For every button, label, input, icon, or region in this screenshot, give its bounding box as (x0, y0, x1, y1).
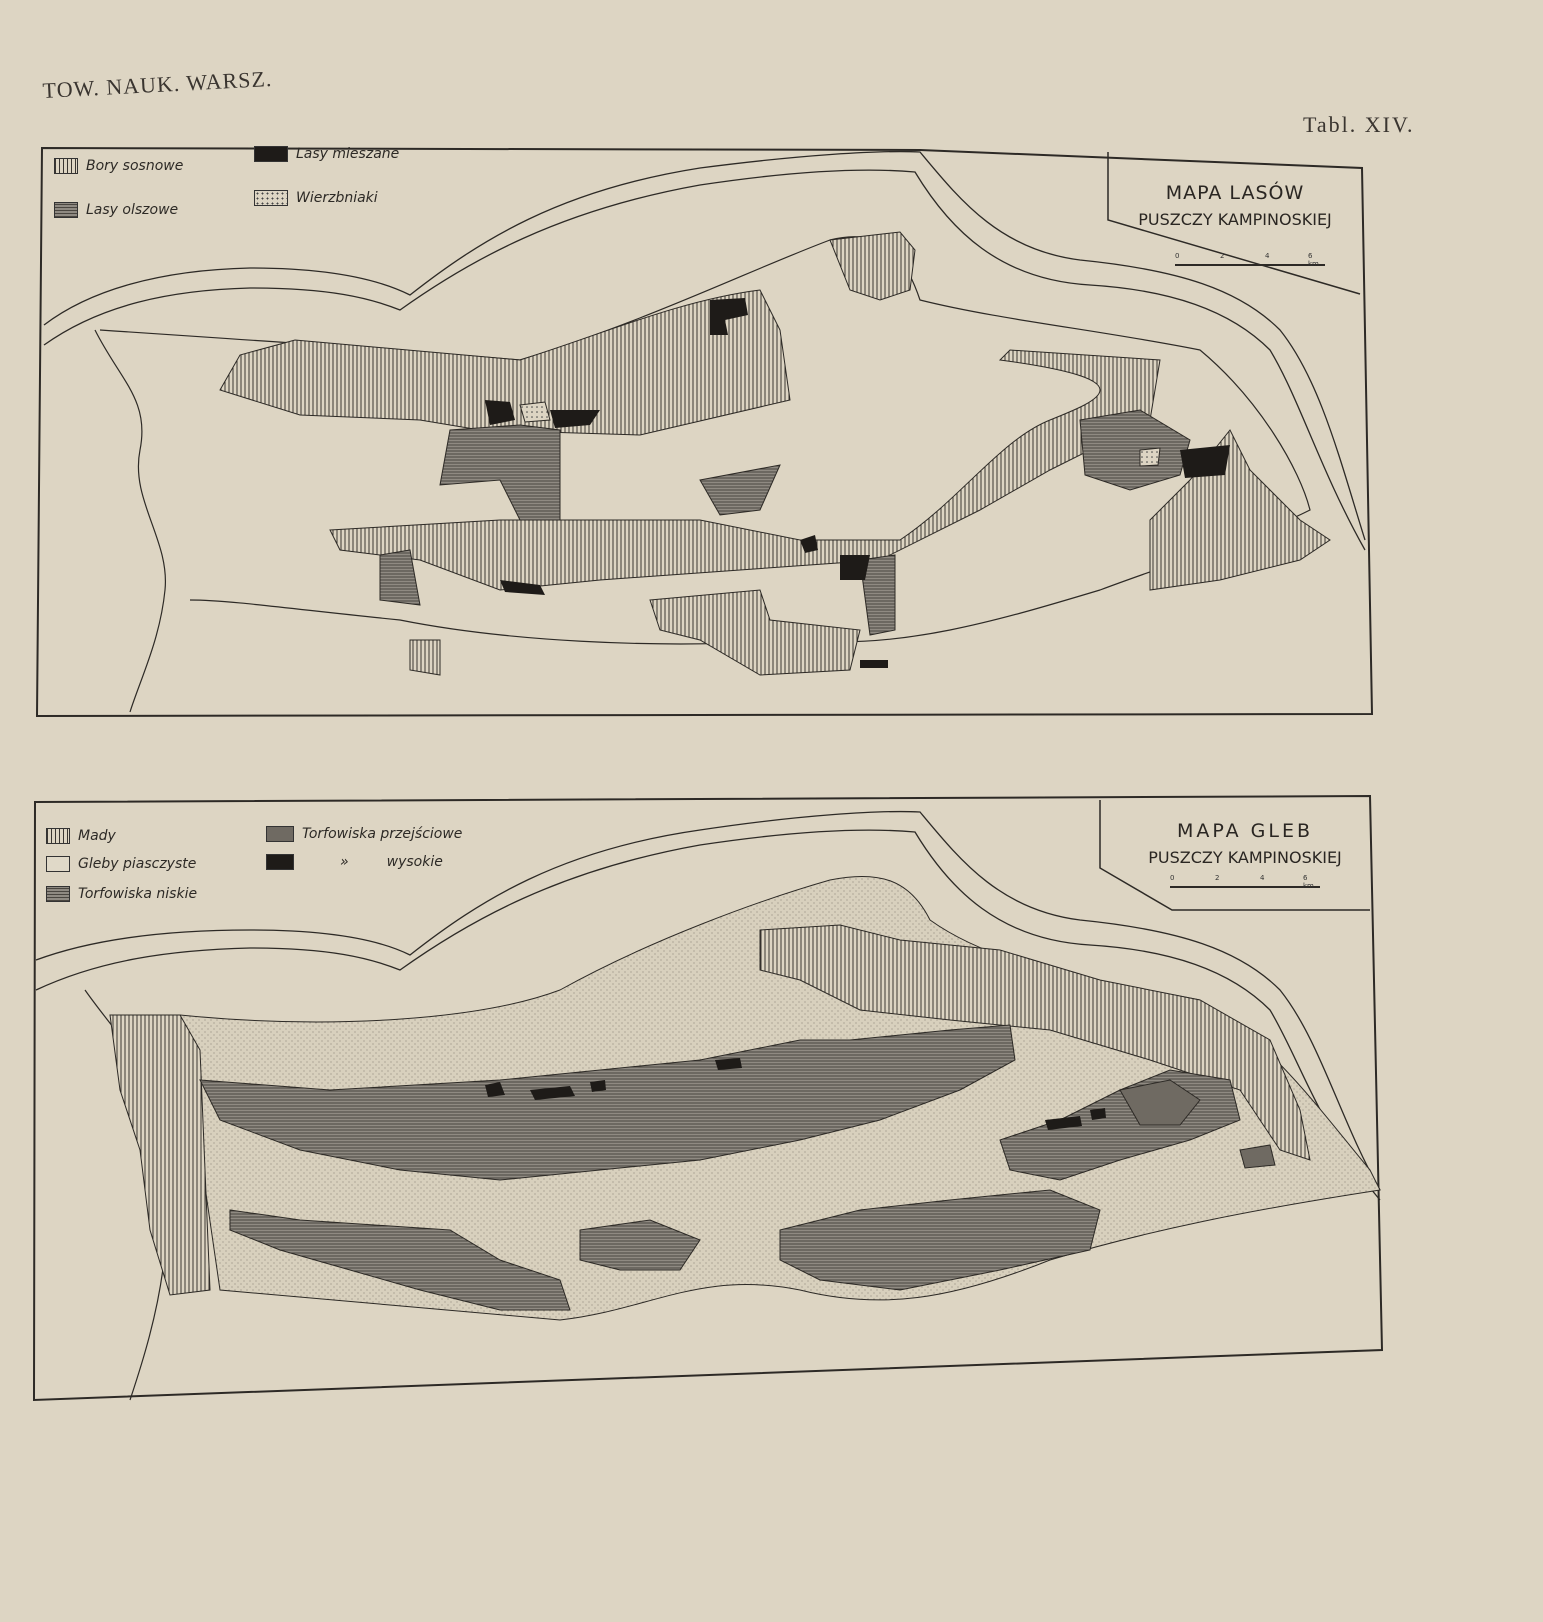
forest-map-subtitle: PUSZCZY KAMPINOSKIEJ (1138, 210, 1332, 229)
legend-item-alder (54, 202, 178, 218)
scale-tick: 6 km (1303, 874, 1314, 890)
plate-number: Tabl. XIV. (1303, 112, 1415, 137)
high-peat-3 (590, 1080, 606, 1092)
soil-map-scale-bar (1170, 874, 1320, 890)
legend-swatch-vertical-lines (46, 828, 70, 844)
scale-tick: 6 km (1308, 252, 1319, 268)
pine-forest-northeast (830, 232, 915, 300)
scale-tick: 4 (1265, 252, 1270, 260)
forest-map (0, 0, 1543, 760)
alder-forest-west (440, 425, 560, 520)
legend-swatch-horizontal-dark (46, 886, 70, 902)
scale-tick: 4 (1260, 874, 1265, 882)
legend-label: Bory sosnowe (86, 158, 184, 174)
legend-label: Torfowiska przejściowe (302, 826, 463, 842)
legend-item-low-peat (46, 886, 197, 902)
legend-swatch-dark-fine (54, 202, 78, 218)
mixed-forest-patch (860, 660, 888, 668)
mixed-forest-central (840, 555, 870, 580)
scale-tick: 0 (1175, 252, 1180, 260)
alluvial-soil-west (110, 1015, 210, 1295)
legend-item-alluvial (46, 828, 116, 844)
legend-item-high-peat (266, 854, 443, 870)
soil-map-title: MAPA GLEB (1176, 820, 1314, 842)
forest-map-scale-bar (1175, 252, 1325, 268)
ditto-mark: » (340, 854, 349, 870)
soil-map-subtitle: PUSZCZY KAMPINOSKIEJ (1148, 848, 1342, 867)
legend-item-transitional-peat (266, 826, 462, 842)
alder-forest-central (700, 465, 780, 515)
alder-forest-east (1080, 410, 1190, 490)
legend-item-pine (54, 158, 183, 174)
forest-map-title-block (1120, 182, 1350, 229)
western-river (95, 330, 165, 712)
legend-item-willow (254, 190, 378, 206)
legend-item-sandy (46, 856, 196, 872)
legend-label: wysokie (386, 854, 443, 870)
high-peat-6 (715, 1058, 742, 1070)
legend-swatch-solid-black (254, 146, 288, 162)
scale-tick: 0 (1170, 874, 1175, 882)
forest-map-drawing (0, 0, 1543, 760)
legend-label: Gleby piasczyste (78, 856, 197, 872)
legend-swatch-vertical-lines (54, 158, 78, 174)
legend-label: Wierzbniaki (296, 190, 378, 206)
forest-map-title: MAPA LASÓW (1165, 182, 1305, 204)
pine-forest-south (650, 590, 860, 675)
legend-swatch-light (46, 856, 70, 872)
legend-label: Torfowiska niskie (78, 886, 198, 902)
legend-swatch-dotted (254, 190, 288, 206)
legend-label: Mady (78, 828, 116, 844)
willow-patch-east (1140, 448, 1160, 466)
legend-item-mixed (254, 146, 399, 162)
pine-forest-patch (410, 640, 440, 675)
legend-label: Lasy mieszane (296, 146, 400, 162)
soil-map (0, 790, 1543, 1410)
legend-swatch-dark-grey (266, 826, 294, 842)
willow-patch-west (520, 402, 550, 422)
publisher-header: TOW. NAUK. WARSZ. (42, 65, 273, 103)
mixed-forest-east (1180, 445, 1230, 478)
high-peat-5 (1090, 1108, 1106, 1120)
legend-swatch-solid-black (266, 854, 294, 870)
scale-tick: 2 (1220, 252, 1225, 260)
soil-map-title-block (1130, 820, 1360, 867)
legend-label: Lasy olszowe (86, 202, 179, 218)
scale-tick: 2 (1215, 874, 1220, 882)
